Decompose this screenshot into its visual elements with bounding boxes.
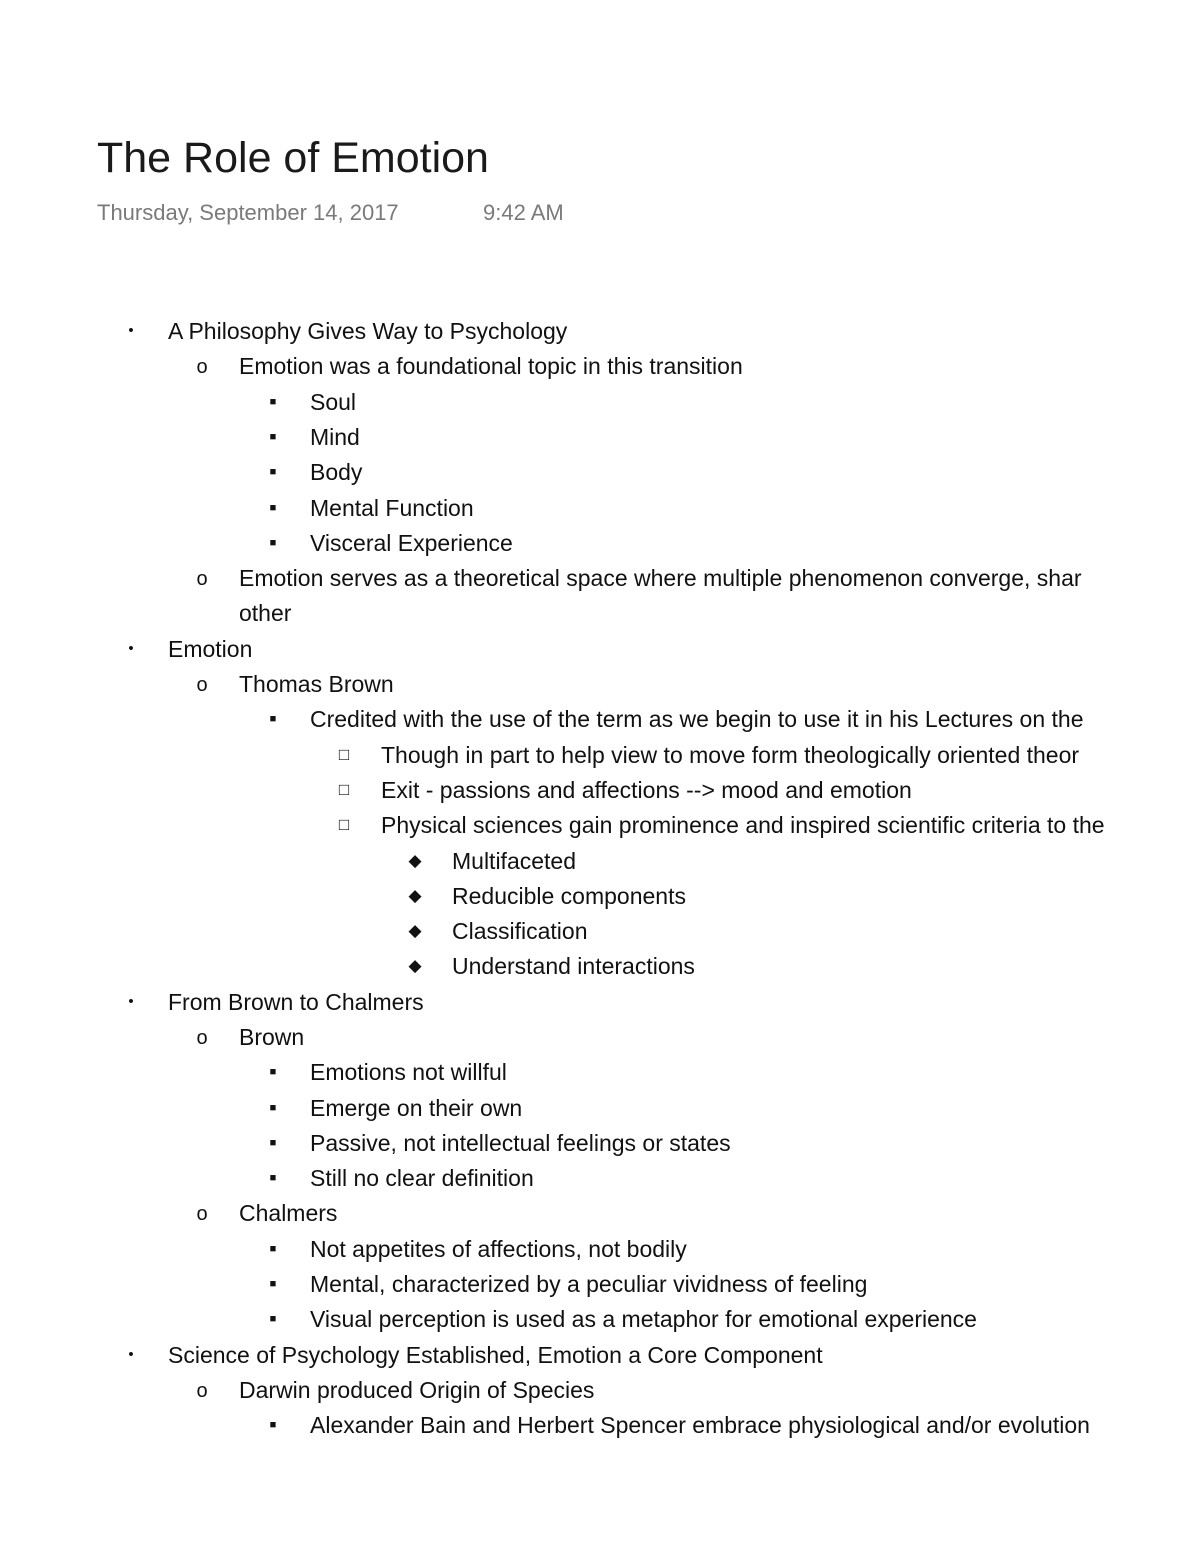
outline-item-text: Mind: [310, 424, 360, 450]
outline-item-text: Body: [310, 459, 363, 485]
outline-item-level-5: [0, 913, 1200, 949]
outline-item-text: Emotion serves as a theoretical space where multiple phenomenon converge, shar: [239, 565, 1082, 591]
bullet-icon: o: [196, 1027, 208, 1049]
outline-item-text: Visual perception is used as a metaphor for emotional experience: [310, 1306, 977, 1332]
outline-item-level-3: [0, 525, 1200, 561]
bullet-icon: ■: [269, 1172, 277, 1184]
bullet-icon: ◆: [408, 956, 422, 975]
outline-item-level-2: [0, 595, 1200, 631]
outline-item-text: Passive, not intellectual feelings or states: [310, 1130, 731, 1156]
outline-item-level-3: [0, 1301, 1200, 1337]
outline-item-text: Emotion was a foundational topic in this transition: [239, 353, 743, 379]
bullet-icon: o: [196, 1380, 208, 1402]
outline-item-text: Mental Function: [310, 495, 474, 521]
outline-item-text: Emerge on their own: [310, 1095, 523, 1121]
bullet-icon: •: [128, 322, 134, 339]
outline-item-level-2: [0, 1019, 1200, 1055]
bullet-icon: •: [128, 640, 134, 657]
outline-item-text: Physical sciences gain prominence and inspired scientific criteria to the: [381, 812, 1105, 838]
page-time: 9:42 AM: [483, 200, 564, 225]
outline-item-level-3: [0, 1160, 1200, 1196]
outline-item-level-3: [0, 384, 1200, 420]
outline-item-text: Not appetites of affections, not bodily: [310, 1236, 687, 1262]
outline-item-text: Still no clear definition: [310, 1165, 534, 1191]
bullet-icon: ◆: [408, 921, 422, 940]
outline-item-level-4: [0, 772, 1200, 808]
outline-item-text: Thomas Brown: [239, 671, 394, 697]
outline-item-level-1: [0, 984, 1200, 1020]
outline-item-text: Brown: [239, 1024, 305, 1050]
outline-item-level-2: [0, 1372, 1200, 1408]
page-date: Thursday, September 14, 2017: [97, 200, 399, 225]
outline-item-text: Soul: [310, 389, 357, 415]
outline-item-level-5: [0, 878, 1200, 914]
outline-item-text: other: [239, 600, 292, 626]
bullet-icon: •: [128, 993, 134, 1010]
outline-item-level-1: [0, 313, 1200, 349]
outline-item-level-3: [0, 1054, 1200, 1090]
outline-item-level-1: [0, 631, 1200, 667]
outline-item-level-5: [0, 948, 1200, 984]
outline-item-level-3: [0, 1231, 1200, 1267]
outline-item-text: From Brown to Chalmers: [168, 989, 424, 1015]
outline-item-text: Visceral Experience: [310, 530, 513, 556]
bullet-icon: ◆: [408, 886, 422, 905]
outline-item-text: Mental, characterized by a peculiar vividness of feeling: [310, 1271, 868, 1297]
outline-item-level-1: [0, 1337, 1200, 1373]
bullet-icon: ■: [269, 1419, 277, 1431]
bullet-icon: ■: [269, 1102, 277, 1114]
outline-item-level-3: [0, 701, 1200, 737]
outline-item-text: Classification: [452, 918, 588, 944]
bullet-icon: ■: [269, 396, 277, 408]
outline-item-text: Exit - passions and affections --> mood and emotion: [381, 777, 912, 803]
outline-list: [0, 313, 1200, 1453]
outline-item-level-3: [0, 1125, 1200, 1161]
outline-item-level-4: [0, 807, 1200, 843]
outline-item-text: Alexander Bain and Herbert Spencer embrace physiological and/or evolution: [310, 1412, 1090, 1438]
bullet-icon: □: [338, 745, 350, 764]
bullet-icon: ■: [269, 502, 277, 514]
bullet-icon: o: [196, 674, 208, 696]
outline-item-text: Though in part to help view to move form theologically oriented theor: [381, 742, 1080, 768]
bullet-icon: ■: [269, 1137, 277, 1149]
bullet-icon: o: [196, 356, 208, 378]
bullet-icon: □: [338, 815, 350, 834]
outline-item-level-3: [0, 490, 1200, 526]
page-title: The Role of Emotion: [97, 134, 489, 182]
bullet-icon: o: [196, 568, 208, 590]
outline-item-level-2: [0, 1195, 1200, 1231]
outline-item-text: Darwin produced Origin of Species: [239, 1377, 595, 1403]
outline-item-text: Reducible components: [452, 883, 686, 909]
outline-item-level-5: [0, 843, 1200, 879]
outline-item-level-3: [0, 454, 1200, 490]
outline-item-text: A Philosophy Gives Way to Psychology: [168, 318, 568, 344]
bullet-icon: ■: [269, 1278, 277, 1290]
outline-item-level-3: [0, 419, 1200, 455]
outline-item-level-3: [0, 1266, 1200, 1302]
bullet-icon: ■: [269, 1066, 277, 1078]
bullet-icon: ■: [269, 1313, 277, 1325]
bullet-icon: o: [196, 1203, 208, 1225]
bullet-icon: ■: [269, 431, 277, 443]
outline-item-text: Chalmers: [239, 1200, 338, 1226]
bullet-icon: ■: [269, 1243, 277, 1255]
outline-item-level-4: [0, 737, 1200, 773]
bullet-icon: •: [128, 1346, 134, 1363]
bullet-icon: □: [338, 780, 350, 799]
outline-item-text: Multifaceted: [452, 848, 577, 874]
bullet-icon: ■: [269, 537, 277, 549]
outline-item-level-2: [0, 348, 1200, 384]
outline-item-text: Emotion: [168, 636, 253, 662]
outline-item-text: Emotions not willful: [310, 1059, 507, 1085]
outline-item-text: Science of Psychology Established, Emotion a Core Component: [168, 1342, 823, 1368]
outline-item-level-2: [0, 560, 1200, 596]
outline-item-level-3: [0, 1407, 1200, 1443]
outline-item-text: Credited with the use of the term as we begin to use it in his Lectures on the: [310, 706, 1084, 732]
outline-item-level-2: [0, 666, 1200, 702]
bullet-icon: ◆: [408, 851, 422, 870]
outline-item-text: Understand interactions: [452, 953, 695, 979]
bullet-icon: ■: [269, 713, 277, 725]
outline-item-level-3: [0, 1090, 1200, 1126]
bullet-icon: ■: [269, 466, 277, 478]
